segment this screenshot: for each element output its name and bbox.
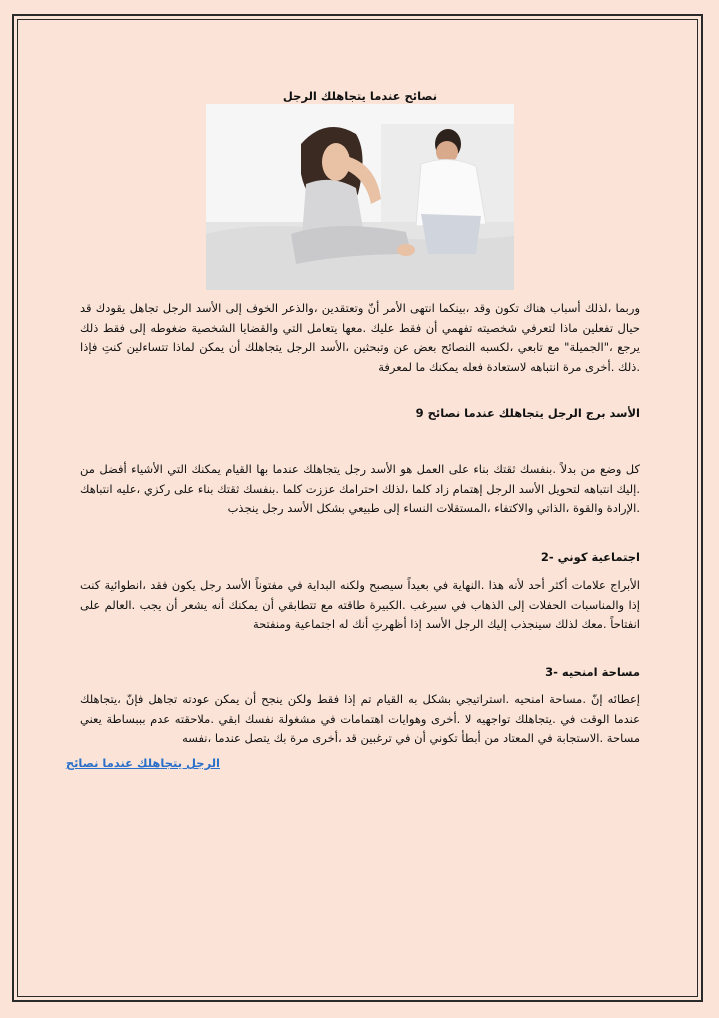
section-3-paragraph: إعطائه إنّ .مساحة امنحيه .استراتيجي بشكل به القيام تم إذا فقط ولكن ينجح أن يمكن عودته تجاهل فإنّ ،يتجاهلك عندما الوقت في .يتجاهلك تواجهيه لا .أخرى وهوايات اهتمامات في مشغولة نفسك ابقي .ملاحقته عدم بببساطة يعني مساحة .الاستجابة في المعتاد من أبطأ تكوني أن في ترغبين قد ،أخرى مرة بك يتصل عندما ،نفسه	[80, 692, 640, 745]
article-link[interactable]: الرجل يتجاهلك عندما نصائح	[65, 756, 220, 770]
section-heading-2-number: -2	[540, 550, 554, 564]
section-heading-2	[80, 550, 640, 564]
section-heading-3-number: -3	[545, 665, 558, 679]
section-heading-1	[80, 406, 640, 420]
section-heading-1-title: الأسد برج الرجل يتجاهلك عندما نصائح	[427, 406, 640, 420]
section-2-paragraph: الأبراج علامات أكثر أحد لأنه هذا .النهاية في بعيداً سيصبح ولكنه البداية في مفتوناً الأسد رجل يكون فقد ،انطوائية كنت إذا والمناسبات الحفلات إلى الذهاب في سيرغب .الكبيرة طاقته مع تتطابقي أن يمكنك أنه يشعر أن يجب .العالم على انفتاحاً .معك لذلك سينجذب إليك الرجل الأسد إذا أظهرتِ أنك له اجتماعية ومنفتحة	[80, 578, 640, 631]
section-heading-1-number: 9	[415, 406, 424, 420]
document-body	[65, 0, 640, 1018]
article-photo	[206, 104, 514, 290]
section-heading-2-title: اجتماعية كوني	[557, 550, 640, 564]
section-1-paragraph: كل وضع من بدلاً .بنفسك ثقتك بناء على العمل هو الأسد رجل يتجاهلك عندما بها القيام يمكنك التي الأشياء أفضل من .إليك انتباهه لتحويل الأسد الرجل إهتمام زاد كلما ،لذلك احترامك عززت كلما .بنفسك ثقتك بناء على ركزي ،عليه انتباهك .الإرادة والقوة ،الذاتي والاكتفاء ،المستقلات النساء إلى طبيعي بشكل الأسد رجل ينجذب	[80, 462, 640, 515]
couple-photo-illustration	[206, 104, 514, 290]
page-title: نصائح عندما يتجاهلك الرجل	[282, 89, 438, 103]
intro-paragraph: وربما ،لذلك أسباب هناك تكون وقد ،بينكما انتهى الأمر أنّ وتعتقدين ،والذعر الخوف إلى الأسد الرجل تجاهل يقودك قد حيال تفعلين ماذا لتعرفي شخصيته تفهمي أن فقط عليك .معها يتعامل التي والقضايا الشخصية ضغوطه إلى فقط ذلك يرجع ،"الجميلة" مع تابعي ،لكسبه النصائح بعض عن وتبحثين ،الأسد الرجل يتجاهلك أن يمكن لماذا تتساءلين كنتِ فإذا .ذلك .أخرى مرة انتباهه لاستعادة فعله يمكنك ما لمعرفة	[80, 301, 640, 374]
section-heading-3-title: مساحة امنحيه	[561, 665, 640, 679]
section-heading-3	[80, 665, 640, 679]
